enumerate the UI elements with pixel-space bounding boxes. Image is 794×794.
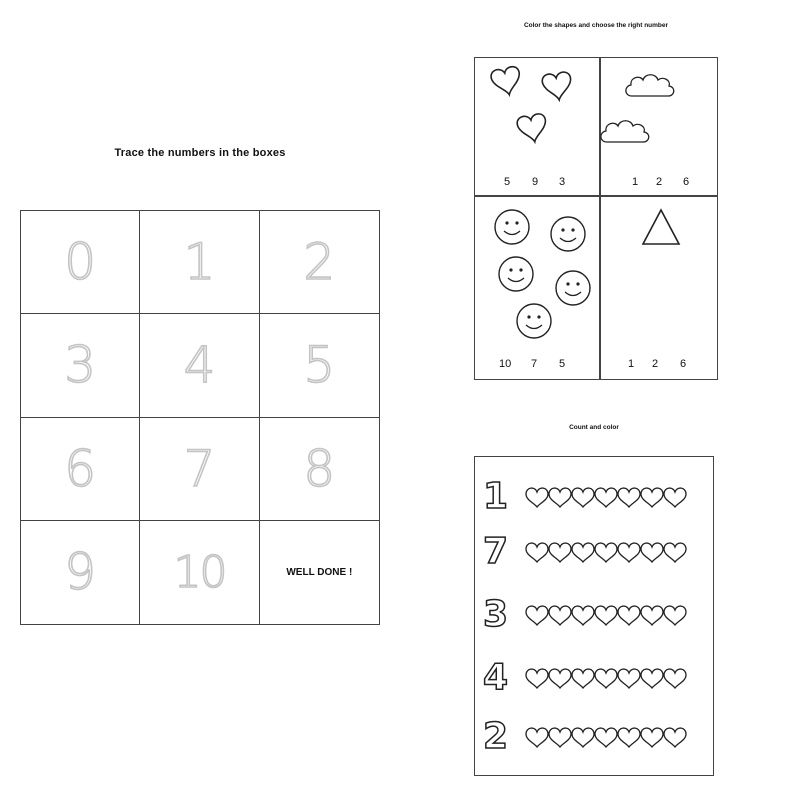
heart-row: [525, 667, 686, 689]
heart-outline-icon[interactable]: [640, 541, 664, 563]
trace-digit: 8: [303, 439, 336, 498]
heart-outline-icon[interactable]: [594, 726, 618, 748]
choice-number[interactable]: 1: [632, 176, 639, 188]
shapes-drawing: [474, 57, 718, 380]
heart-outline-icon[interactable]: [571, 726, 595, 748]
shapes-worksheet-title: Color the shapes and choose the right number: [523, 22, 669, 29]
choice-number[interactable]: 5: [504, 176, 511, 188]
trace-cell: [140, 521, 259, 624]
heart-outline-icon[interactable]: [617, 541, 641, 563]
trace-cell: [140, 211, 259, 314]
panel-choices: [499, 358, 565, 370]
count-row: [483, 477, 686, 517]
heart-outline-icon[interactable]: [617, 726, 641, 748]
count-number: 2: [483, 716, 509, 757]
heart-outline-icon[interactable]: [571, 486, 595, 508]
trace-cell: [260, 211, 379, 314]
heart-row: [525, 726, 686, 748]
heart-outline-icon[interactable]: [548, 726, 572, 748]
panel-choices: [628, 358, 686, 370]
heart-outline-icon[interactable]: [548, 604, 572, 626]
heart-outline-icon[interactable]: [640, 604, 664, 626]
heart-outline-icon[interactable]: [548, 541, 572, 563]
trace-digit: 0: [64, 233, 97, 292]
trace-cell: [21, 314, 140, 417]
heart-outline-icon[interactable]: [594, 667, 618, 689]
heart-row: [525, 486, 686, 508]
count-row: [483, 717, 686, 757]
heart-outline-icon[interactable]: [548, 486, 572, 508]
count-row: [483, 658, 686, 698]
trace-cell: [260, 418, 379, 521]
smiley-icon: [495, 210, 529, 244]
choice-number[interactable]: 6: [683, 176, 690, 188]
heart-outline-icon[interactable]: [594, 486, 618, 508]
heart-outline-icon[interactable]: [525, 604, 549, 626]
heart-outline-icon[interactable]: [594, 541, 618, 563]
heart-outline-icon[interactable]: [571, 604, 595, 626]
trace-digit: 5: [303, 336, 336, 395]
heart-outline-icon[interactable]: [571, 541, 595, 563]
trace-digit: 2: [303, 233, 336, 292]
well-done-label: WELL DONE !: [286, 566, 353, 578]
trace-cell: [260, 314, 379, 417]
count-row: [483, 595, 686, 635]
heart-outline-icon[interactable]: [640, 726, 664, 748]
count-number: 4: [483, 657, 509, 698]
choice-number[interactable]: 5: [559, 358, 566, 370]
heart-outline-icon[interactable]: [663, 667, 687, 689]
smiley-icon: [499, 257, 533, 291]
count-number: 3: [483, 594, 509, 635]
triangle-icon: [643, 210, 679, 244]
choice-number[interactable]: 10: [499, 358, 512, 370]
heart-outline-icon[interactable]: [617, 604, 641, 626]
trace-digit: 6: [64, 439, 97, 498]
heart-outline-icon[interactable]: [640, 486, 664, 508]
smiley-icon: [556, 271, 590, 305]
choice-number[interactable]: 7: [531, 358, 538, 370]
choice-number[interactable]: 2: [656, 176, 663, 188]
heart-outline-icon[interactable]: [548, 667, 572, 689]
heart-outline-icon[interactable]: [617, 486, 641, 508]
heart-outline-icon[interactable]: [525, 541, 549, 563]
cloud-icon: [626, 75, 674, 96]
trace-digit: 9: [64, 543, 97, 602]
choice-number[interactable]: 2: [652, 358, 659, 370]
heart-outline-icon[interactable]: [663, 604, 687, 626]
heart-icon: [541, 71, 573, 102]
heart-outline-icon[interactable]: [617, 667, 641, 689]
trace-cell: [140, 418, 259, 521]
choice-number[interactable]: 3: [559, 176, 566, 188]
trace-digit: 7: [183, 439, 216, 498]
trace-cell: [140, 314, 259, 417]
trace-digit: 3: [64, 336, 97, 395]
heart-outline-icon[interactable]: [663, 486, 687, 508]
trace-cell: [21, 521, 140, 624]
trace-digit: 10: [173, 546, 226, 598]
heart-outline-icon[interactable]: [525, 667, 549, 689]
heart-icon: [490, 65, 523, 97]
heart-outline-icon[interactable]: [594, 604, 618, 626]
well-done-cell: [260, 521, 379, 624]
heart-outline-icon[interactable]: [525, 486, 549, 508]
heart-outline-icon[interactable]: [571, 667, 595, 689]
trace-cell: [21, 211, 140, 314]
count-number: 7: [483, 531, 509, 572]
choice-number[interactable]: 6: [680, 358, 687, 370]
panel-choices: [632, 176, 689, 188]
count-worksheet-title: Count and color: [569, 424, 619, 431]
trace-digit: 1: [183, 233, 216, 292]
choice-number[interactable]: 9: [532, 176, 539, 188]
heart-outline-icon[interactable]: [663, 726, 687, 748]
choice-number[interactable]: 1: [628, 358, 635, 370]
trace-digit: 4: [183, 336, 216, 395]
trace-cell: [21, 418, 140, 521]
panel-choices: [504, 176, 565, 188]
heart-row: [525, 604, 686, 626]
trace-grid: [20, 210, 380, 625]
smiley-icon: [517, 304, 551, 338]
trace-worksheet-title: Trace the numbers in the boxes: [114, 147, 286, 159]
smiley-icon: [551, 217, 585, 251]
heart-outline-icon[interactable]: [525, 726, 549, 748]
heart-outline-icon[interactable]: [663, 541, 687, 563]
count-row: [483, 532, 686, 572]
heart-row: [525, 541, 686, 563]
heart-outline-icon[interactable]: [640, 667, 664, 689]
heart-icon: [516, 113, 549, 144]
count-number: 1: [483, 476, 509, 517]
cloud-icon: [601, 121, 649, 142]
